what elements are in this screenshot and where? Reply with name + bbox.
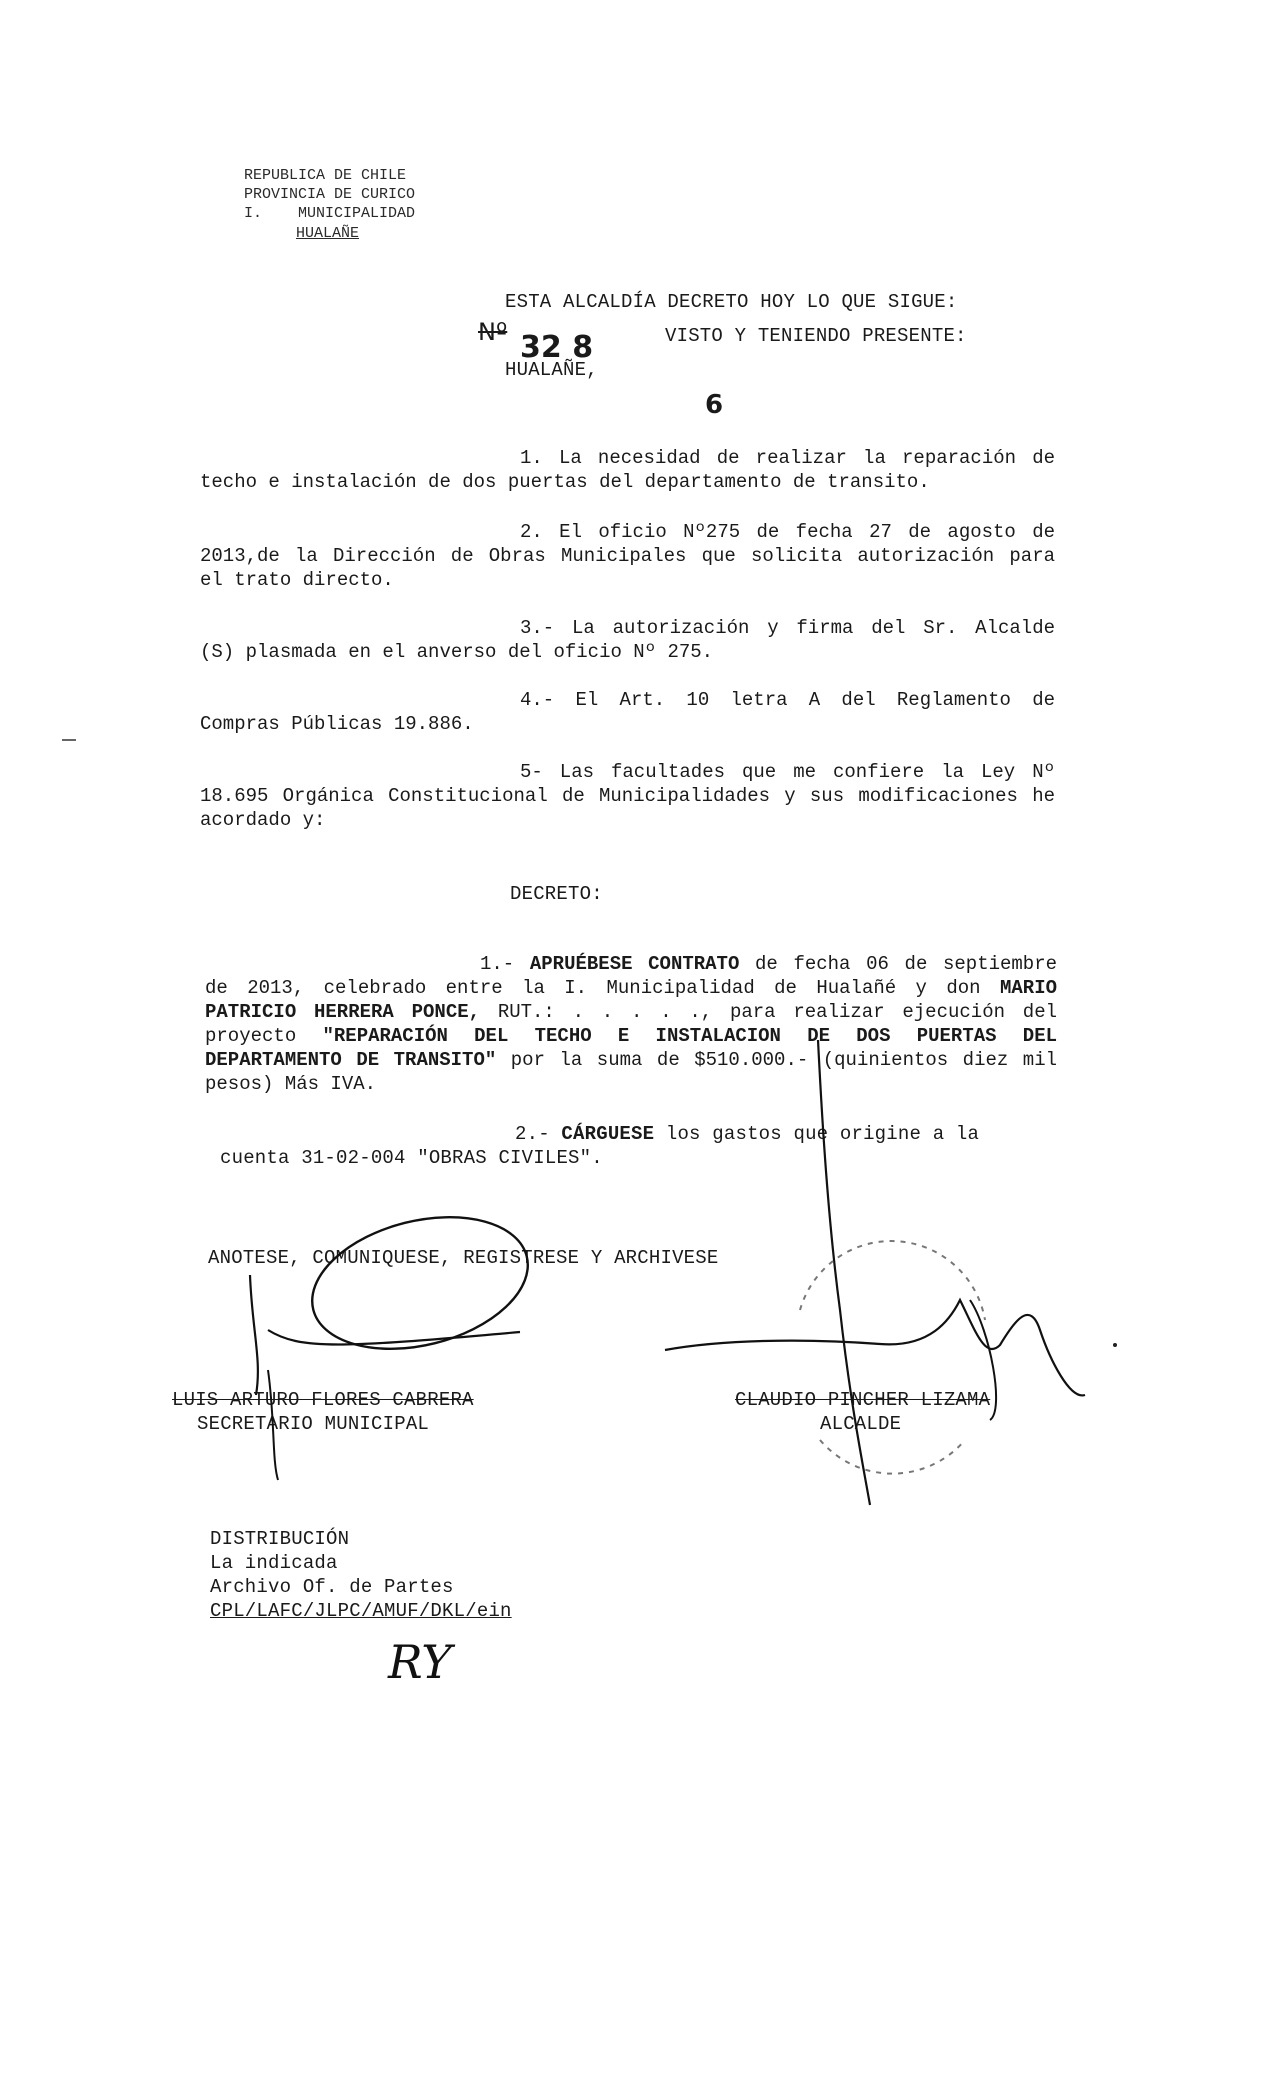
numero-label: Nº: [478, 318, 508, 346]
item1-text2: RUT.: . . . . ., para realizar ejecución del proyecto: [205, 1001, 1057, 1047]
item2-carguese: CÁRGUESE: [561, 1123, 655, 1145]
visto-3: 3.- La autorización y firma del Sr. Alcalde (S) plasmada en el anverso del oficio Nº 275.: [200, 617, 1055, 663]
visto-2: 2. El oficio Nº275 de fecha 27 de agosto de 2013,de la Dirección de Obras Municipales que solicita autorización para el trato directo.: [200, 521, 1055, 591]
header-hualane: HUALAÑE: [296, 225, 360, 242]
closing-line: ANOTESE, COMUNIQUESE, REGISTRESE Y ARCHIVESE: [208, 1247, 719, 1269]
secretary-signature-loop: [298, 1196, 541, 1370]
decreto-item-1: [205, 952, 1057, 1096]
place-hualane: HUALAÑE,: [505, 359, 598, 381]
distribucion-line-1: La indicada: [210, 1552, 338, 1574]
visto-5: 5- Las facultades que me confiere la Ley Nº 18.695 Orgánica Constitucional de Municipalidades y sus modificaciones he acordado y:: [200, 761, 1055, 831]
item1-contractor: MARIO PATRICIO HERRERA PONCE,: [205, 977, 1057, 1023]
item2-cuenta: cuenta 31-02-004 "OBRAS CIVILES".: [220, 1147, 603, 1169]
scan-speck: [1113, 1343, 1117, 1347]
visto-1: 1. La necesidad de realizar la reparación de techo e instalación de dos puertas del departamento de transito.: [200, 447, 1055, 493]
secretary-name: LUIS ARTURO FLORES CABRERA: [172, 1389, 474, 1411]
item1-project: "REPARACIÓN DEL TECHO E INSTALACION DE DOS PUERTAS DEL DEPARTAMENTO DE TRANSITO": [205, 1025, 1058, 1071]
visto-4: 4.- El Art. 10 letra A del Reglamento de Compras Públicas 19.886.: [200, 689, 1055, 735]
item1-text1: de fecha 06 de septiembre de 2013, celebrado entre la I. Municipalidad de Hualañé y don: [205, 953, 1058, 999]
item2-text: los gastos que origine a la: [654, 1123, 980, 1145]
header-republica: REPUBLICA DE CHILE: [244, 167, 407, 184]
seal-arc-bottom: [820, 1440, 965, 1474]
distribucion-line-2: Archivo Of. de Partes: [210, 1576, 454, 1598]
distribucion-line-3: CPL/LAFC/JLPC/AMUF/DKL/ein: [210, 1600, 512, 1622]
decreto-title: DECRETO:: [510, 883, 603, 905]
decreto-item-2: [515, 1122, 979, 1146]
alcaldia-line: ESTA ALCALDÍA DECRETO HOY LO QUE SIGUE:: [505, 291, 958, 313]
handwritten-initials: RY: [388, 1635, 452, 1689]
decree-number: 32 8: [520, 330, 594, 365]
header-provincia: PROVINCIA DE CURICO: [244, 186, 416, 203]
date-stamp-partial: 6: [705, 390, 724, 420]
item1-apruebese: APRUÉBESE CONTRATO: [529, 953, 740, 975]
secretary-title: SECRETARIO MUNICIPAL: [197, 1413, 430, 1435]
mayor-name: CLAUDIO PINCHER LIZAMA: [735, 1389, 991, 1411]
item1-text3: por la suma de $510.000.- (quinientos diez mil pesos) Más IVA.: [205, 1049, 1058, 1095]
visto-line: VISTO Y TENIENDO PRESENTE:: [665, 325, 967, 347]
item1-num: 1.-: [480, 953, 515, 975]
header-municipalidad: I. MUNICIPALIDAD: [244, 205, 416, 222]
secretary-signature-stroke: [250, 1275, 520, 1395]
item2-num: 2.-: [515, 1123, 550, 1145]
seal-arc-top: [800, 1241, 985, 1320]
mayor-signature-scribble: [665, 1300, 1085, 1395]
distribucion-title: DISTRIBUCIÓN: [210, 1528, 350, 1550]
mayor-title: ALCALDE: [820, 1413, 902, 1435]
